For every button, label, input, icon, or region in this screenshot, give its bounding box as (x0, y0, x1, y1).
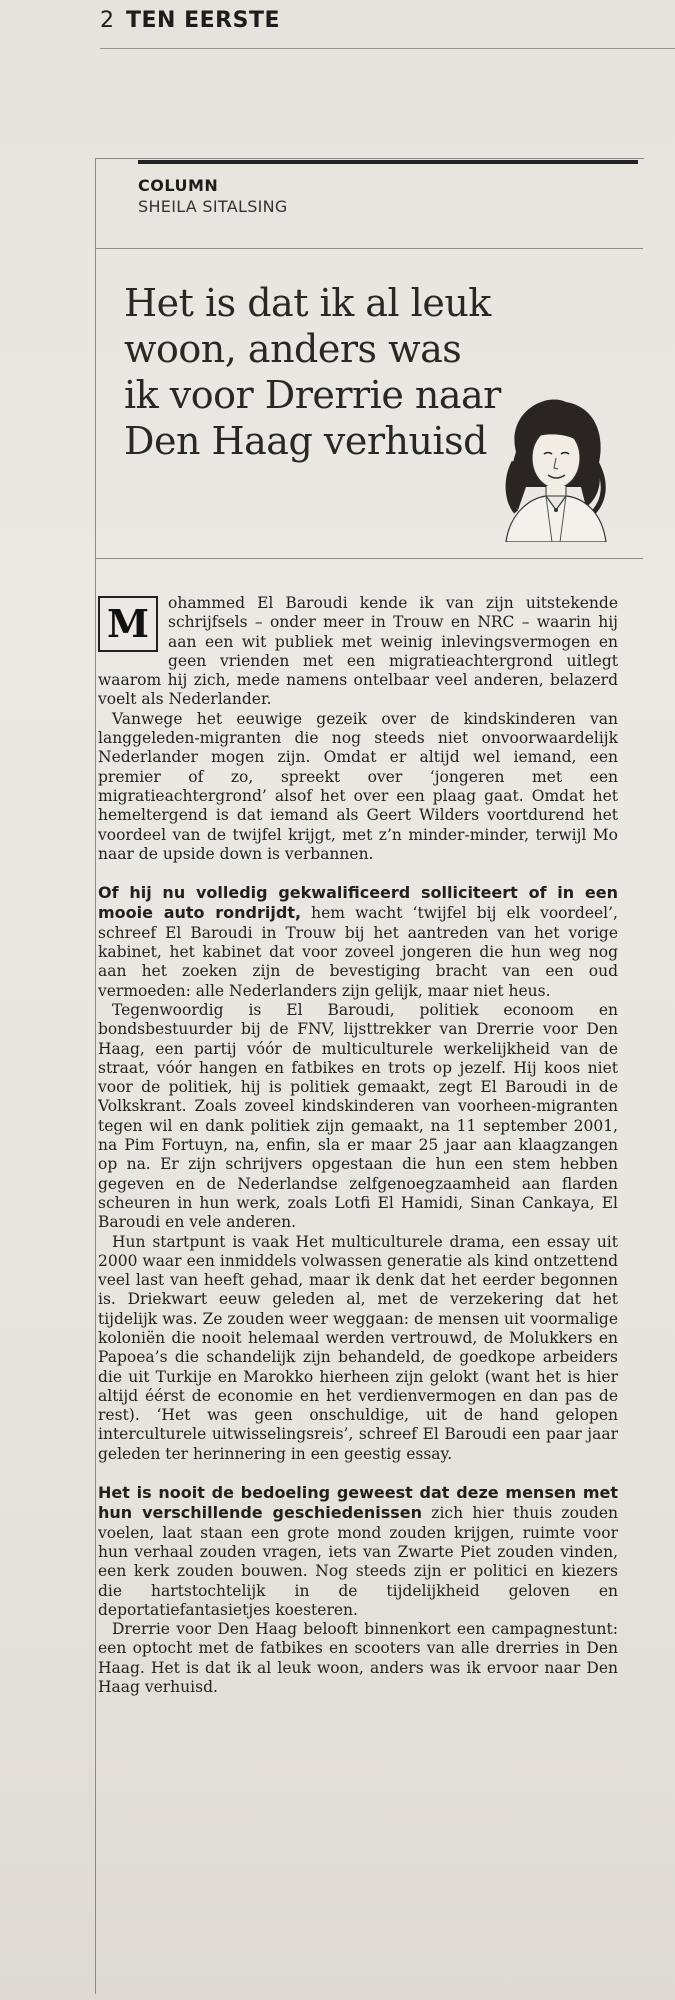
section-name: TEN EERSTE (126, 8, 280, 33)
kicker-divider (95, 248, 643, 249)
running-head (100, 8, 675, 49)
paragraph-3-lead: Of hij nu volledig gekwalificeerd solliciteert of in een mooie auto rondrijdt, (98, 883, 618, 923)
paragraph-1 (98, 594, 618, 710)
paragraph-2: Vanwege het eeuwige gezeik over de kindskinderen van langgeleden-migranten die nog steeds niet onvoorwaardelijk Nederlander mogen zijn. Omdat er altijd wel iemand, een premier of zo, spreekt over ‘jongeren met een migratieachtergrond’ alsof het over een plaag gaat. Omdat het hemeltergend is dat iemand als Geert Wilders voortdurend het voordeel van de twijfel krijgt, met z’n minder-minder, terwijl Mo naar de upside down is verbannen. (98, 709, 618, 863)
headline-divider (95, 558, 643, 559)
paragraph-5: Hun startpunt is vaak Het multiculturele drama, een essay uit 2000 waar een inmiddels volwassen generatie als kind ontzettend veel last van heeft gehad, maar ik denk dat het eerder begonnen is. Driekwart eeuw geleden al, met de verzekering dat het tijdelijk was. Ze zouden weer weggaan: de mensen uit voormalige koloniën die nooit helemaal werden vertrouwd, de Molukkers en Papoea’s die schandelijk zijn behandeld, de goedkope arbeiders die uit Turkije en Marokko hierheen zijn gelokt (want het is hier altijd éérst de economie en het verdienvermogen en dan pas de rest). ‘Het was geen onschuldige, uit de hand gelopen interculturele uitwisselingsreis’, schreef El Baroudi een paar jaar geleden ter herinnering in een geestig essay. (98, 1232, 618, 1463)
column-label: COLUMN (138, 176, 219, 195)
paragraph-3-text: hem wacht ‘twijfel bij elk voordeel’, schreef El Baroudi in Trouw bij het aantreden van het vorige kabinet, het kabinet dat voor zoveel jongeren die hun weg nog aan het zoeken zijn de bevestiging bracht van een oud vermoeden: alle Nederlanders zijn gelijk, maar niet heus. (98, 904, 618, 1000)
paragraph-6-lead: Het is nooit de bedoeling geweest dat deze mensen met hun verschillende geschiedenissen (98, 1483, 618, 1523)
column-kicker (138, 160, 638, 216)
paragraph-6-text: zich hier thuis zouden voelen, laat staan een grote mond zouden krijgen, ruimte voor hun verhaal zouden vragen, iets van Zwarte Piet zouden vinden, een kerk zouden bouwen. Nog steeds zijn er politici en kiezers die hartstochtelijk in de tijdelijkheid geloven en deportatiefantasietjes koesteren. (98, 1504, 618, 1619)
paragraph-gap (98, 864, 618, 883)
headline: Het is dat ik al leuk woon, anders was ik voor Drerrie naar Den Haag verhuisd (124, 281, 501, 463)
paragraph-4: Tegenwoordig is El Baroudi, politiek econoom en bondsbestuurder bij de FNV, lijsttrekker van Drerrie voor Den Haag, een partij vóór de multiculturele werkelijkheid van de straat, vóór hangen en fatbikes en trots op jezelf. Hij koos niet voor de politiek, hij is politiek gemaakt, zegt El Baroudi in de Volkskrant. Zoals zoveel kindskinderen van voorheen-migranten tegen wil en dank politiek zijn gemaakt, na 11 september 2001, na Pim Fortuyn, na, enfin, sla er maar 25 jaar aan klaagzangen op na. Er zijn schrijvers opgestaan die hun een stem hebben gegeven en de Nederlandse zelfgenoegzaamheid aan flarden scheuren in hun werk, zoals Lotfi El Hamidi, Sinan Cankaya, El Baroudi en vele anderen. (98, 1000, 618, 1232)
paragraph-6 (98, 1483, 618, 1620)
drop-cap: M (98, 596, 158, 652)
article-body (98, 594, 618, 1697)
paragraph-gap (98, 1464, 618, 1483)
paragraph-3 (98, 883, 618, 1001)
paragraph-1-text: ohammed El Baroudi kende ik van zijn uitstekende schrijfsels – onder meer in Trouw en NRC – waarin hij aan een wit publiek met weinig inlevingsvermogen en geen vrienden met een migratieachtergrond uitlegt waarom hij zich, mede namens ontelbaar veel anderen, belazerd voelt als Nederlander. (98, 594, 618, 709)
paragraph-7: Drerrie voor Den Haag belooft binnenkort een campagnestunt: een optocht met de fatbikes en scooters van alle drerries in Den Haag. Het is dat ik al leuk woon, anders was ik ervoor naar Den Haag verhuisd. (98, 1620, 618, 1697)
author-portrait-icon (486, 392, 616, 542)
column-author: SHEILA SITALSING (138, 197, 288, 216)
page-number: 2 (100, 8, 115, 33)
